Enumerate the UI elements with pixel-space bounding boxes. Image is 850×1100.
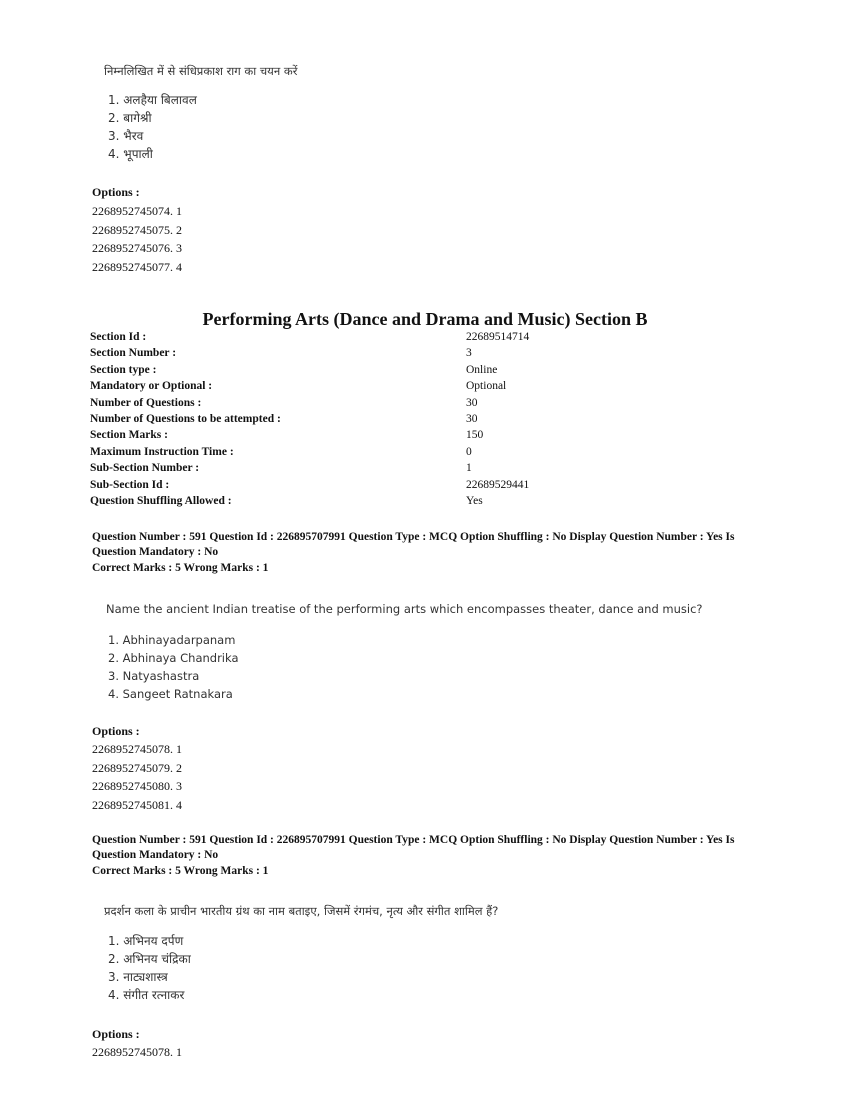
q3-choice: 2. अभिनय चंद्रिका [108, 952, 191, 966]
section-info-row [0, 397, 850, 413]
q2-option: 2268952745078. 1 [92, 742, 182, 756]
q2-option: 2268952745081. 4 [92, 797, 182, 812]
section-info-key: Section Id : [90, 331, 147, 343]
section-info-key: Mandatory or Optional : [90, 380, 213, 393]
q2-options-label: Options : [92, 724, 140, 738]
section-info-value: Online [466, 363, 498, 376]
q1-option: 2268952745074. 1 [92, 204, 182, 218]
q2-choice: 2. Abhinaya Chandrika [108, 651, 239, 665]
q3-choice: 3. नाट्यशास्त्र [108, 970, 168, 984]
q1-choice: 3. भैरव [108, 129, 144, 143]
section-info-value: 1 [466, 462, 472, 475]
q2-header-line: Question Number : 591 Question Id : 226895707991 Question Type : MCQ Option Shuffling : No Display Question Number : Yes Is [92, 531, 735, 543]
section-title: Performing Arts (Dance and Drama and Music) Section B [202, 309, 648, 329]
section-info-row [0, 429, 850, 445]
q3-header-line: Question Number : 591 Question Id : 226895707991 Question Type : MCQ Option Shuffling : No Display Question Number : Yes Is [92, 834, 735, 846]
section-info-row [0, 446, 850, 462]
section-info-row [0, 380, 850, 396]
section-info-row [0, 495, 850, 511]
section-info-value: 150 [466, 429, 484, 442]
q1-options-list [92, 202, 182, 276]
q2-choice: 1. Abhinayadarpanam [108, 633, 236, 647]
section-info-row [0, 462, 850, 478]
q1-option: 2268952745076. 3 [92, 241, 182, 255]
section-info-key: Section Marks : [90, 429, 168, 442]
section-info-key: Number of Questions : [90, 396, 202, 409]
section-info-value: 30 [466, 412, 478, 425]
q3-options-list [92, 1043, 182, 1062]
section-info-table [0, 331, 850, 511]
q3-marks: Correct Marks : 5 Wrong Marks : 1 [92, 865, 269, 877]
q1-choice: 4. भूपाली [108, 147, 153, 161]
q1-choice: 1. अलहैया बिलावल [108, 93, 197, 107]
section-info-key: Question Shuffling Allowed : [90, 494, 232, 507]
section-info-row [0, 347, 850, 363]
q3-options-label: Options : [92, 1027, 140, 1041]
section-info-key: Section Number : [90, 347, 177, 360]
section-info-row [0, 364, 850, 380]
q2-options-list [92, 740, 182, 814]
section-info-key: Sub-Section Number : [90, 462, 200, 475]
section-info-row [0, 331, 850, 347]
q1-option: 2268952745075. 2 [92, 222, 182, 237]
section-info-key: Maximum Instruction Time : [90, 445, 234, 458]
q1-question-text: निम्नलिखित में से संधिप्रकाश राग का चयन करें [104, 64, 298, 78]
q3-header [92, 833, 792, 879]
q2-choice: 3. Natyashastra [108, 669, 200, 683]
section-info-value: Optional [466, 380, 507, 393]
q2-question-text: Name the ancient Indian treatise of the performing arts which encompasses theater, dance and music? [106, 602, 703, 616]
q2-choice: 4. Sangeet Ratnakara [108, 687, 233, 701]
q3-question-text: प्रदर्शन कला के प्राचीन भारतीय ग्रंथ का नाम बताइए, जिसमें रंगमंच, नृत्य और संगीत शामिल हैं? [104, 904, 499, 918]
q3-choice: 1. अभिनय दर्पण [108, 934, 184, 948]
q2-option: 2268952745079. 2 [92, 760, 182, 775]
section-info-value: 0 [466, 445, 472, 458]
section-info-row [0, 413, 850, 429]
section-info-value: 30 [466, 396, 478, 409]
q2-choice-list [108, 631, 239, 703]
q1-option: 2268952745077. 4 [92, 259, 182, 274]
q2-marks: Correct Marks : 5 Wrong Marks : 1 [92, 562, 269, 574]
section-info-key: Number of Questions to be attempted : [90, 412, 281, 425]
q3-header-line: Question Mandatory : No [92, 849, 219, 861]
q3-choice-list [108, 932, 191, 1004]
section-info-value: Yes [466, 494, 483, 507]
q1-choice: 2. बागेश्री [108, 111, 152, 125]
q3-option: 2268952745078. 1 [92, 1045, 182, 1059]
section-info-row [0, 479, 850, 495]
q1-options-label: Options : [92, 185, 140, 199]
section-info-value: 3 [466, 347, 472, 360]
q1-choice-list [108, 91, 197, 163]
q3-choice: 4. संगीत रत्नाकर [108, 988, 185, 1002]
q2-header [92, 530, 792, 576]
section-info-value: 22689514714 [466, 331, 530, 343]
q2-option: 2268952745080. 3 [92, 779, 182, 793]
q2-header-line: Question Mandatory : No [92, 546, 219, 558]
section-info-key: Sub-Section Id : [90, 478, 170, 491]
section-info-value: 22689529441 [466, 478, 530, 491]
section-info-key: Section type : [90, 363, 157, 376]
